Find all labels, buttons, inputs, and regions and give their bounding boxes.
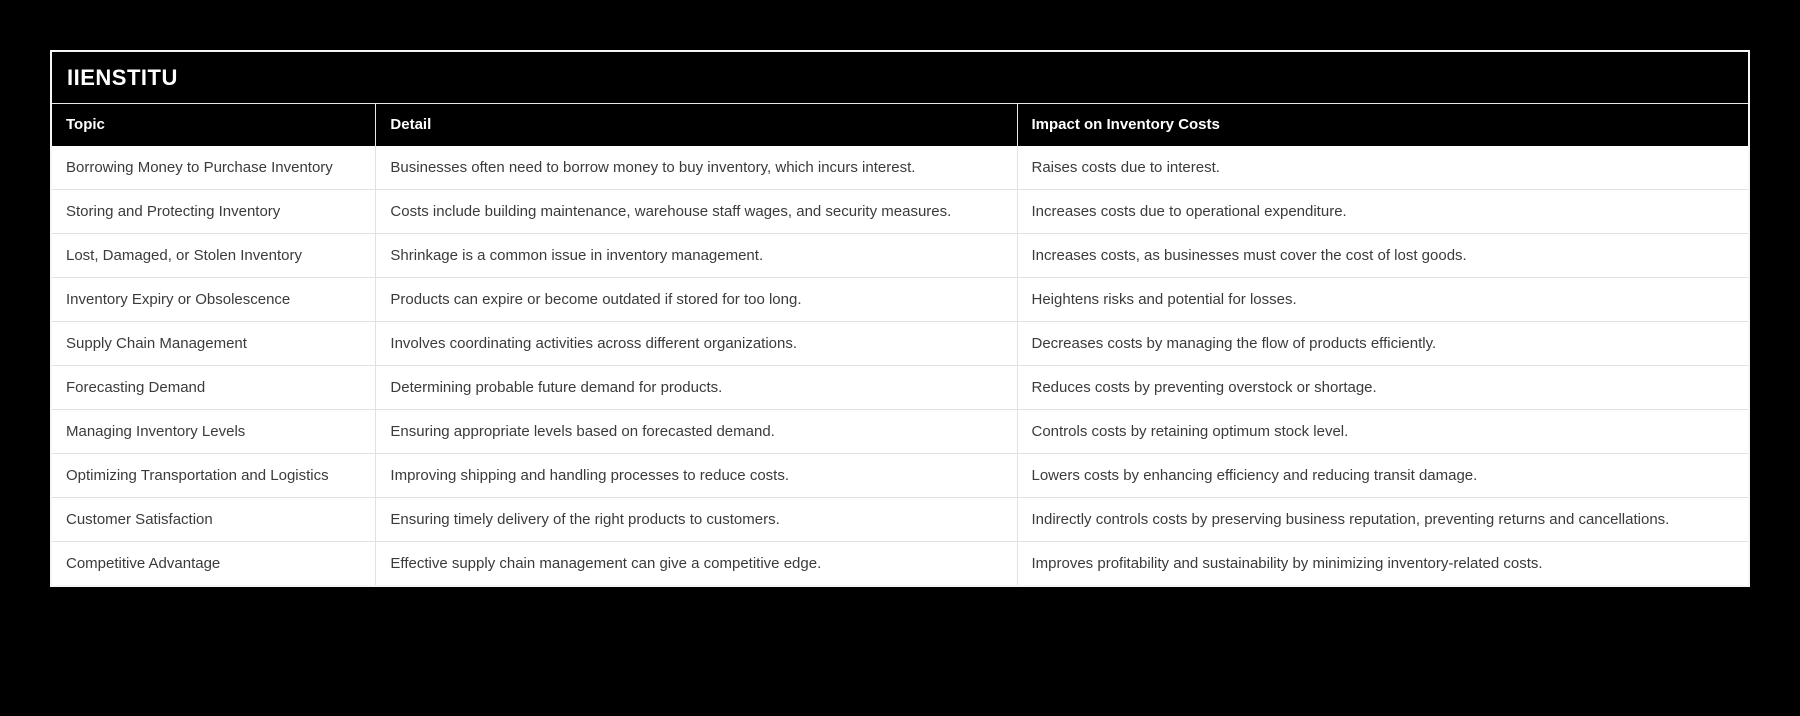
impact-cell: Decreases costs by managing the flow of products efficiently. <box>1017 322 1748 366</box>
impact-cell: Heightens risks and potential for losses. <box>1017 278 1748 322</box>
brand-title: IIENSTITU <box>67 65 178 90</box>
impact-cell: Reduces costs by preventing overstock or shortage. <box>1017 366 1748 410</box>
detail-cell: Effective supply chain management can give a competitive edge. <box>376 542 1017 586</box>
impact-cell: Increases costs due to operational expenditure. <box>1017 190 1748 234</box>
impact-cell: Raises costs due to interest. <box>1017 146 1748 190</box>
topic-cell: Supply Chain Management <box>52 322 376 366</box>
table-row <box>52 454 1748 498</box>
table-row <box>52 234 1748 278</box>
column-header-detail: Detail <box>376 104 1017 147</box>
detail-cell: Businesses often need to borrow money to buy inventory, which incurs interest. <box>376 146 1017 190</box>
table-body <box>52 146 1748 585</box>
detail-cell: Ensuring timely delivery of the right products to customers. <box>376 498 1017 542</box>
impact-cell: Lowers costs by enhancing efficiency and reducing transit damage. <box>1017 454 1748 498</box>
table-row <box>52 542 1748 586</box>
table-header <box>52 104 1748 147</box>
impact-cell: Increases costs, as businesses must cover the cost of lost goods. <box>1017 234 1748 278</box>
detail-cell: Products can expire or become outdated if stored for too long. <box>376 278 1017 322</box>
inventory-costs-table <box>52 103 1748 585</box>
topic-cell: Inventory Expiry or Obsolescence <box>52 278 376 322</box>
table-row <box>52 146 1748 190</box>
detail-cell: Costs include building maintenance, warehouse staff wages, and security measures. <box>376 190 1017 234</box>
topic-cell: Customer Satisfaction <box>52 498 376 542</box>
detail-cell: Ensuring appropriate levels based on forecasted demand. <box>376 410 1017 454</box>
impact-cell: Improves profitability and sustainability by minimizing inventory-related costs. <box>1017 542 1748 586</box>
topic-cell: Competitive Advantage <box>52 542 376 586</box>
detail-cell: Shrinkage is a common issue in inventory management. <box>376 234 1017 278</box>
header-row <box>52 104 1748 147</box>
table-row <box>52 410 1748 454</box>
detail-cell: Improving shipping and handling processes to reduce costs. <box>376 454 1017 498</box>
detail-cell: Involves coordinating activities across different organizations. <box>376 322 1017 366</box>
table-card <box>50 50 1750 587</box>
topic-cell: Storing and Protecting Inventory <box>52 190 376 234</box>
topic-cell: Forecasting Demand <box>52 366 376 410</box>
table-row <box>52 322 1748 366</box>
table-row <box>52 190 1748 234</box>
brand-bar <box>52 52 1748 103</box>
column-header-topic: Topic <box>52 104 376 147</box>
detail-cell: Determining probable future demand for products. <box>376 366 1017 410</box>
topic-cell: Managing Inventory Levels <box>52 410 376 454</box>
topic-cell: Borrowing Money to Purchase Inventory <box>52 146 376 190</box>
impact-cell: Indirectly controls costs by preserving business reputation, preventing returns and cancellations. <box>1017 498 1748 542</box>
column-header-impact: Impact on Inventory Costs <box>1017 104 1748 147</box>
topic-cell: Optimizing Transportation and Logistics <box>52 454 376 498</box>
impact-cell: Controls costs by retaining optimum stock level. <box>1017 410 1748 454</box>
table-row <box>52 366 1748 410</box>
table-row <box>52 498 1748 542</box>
topic-cell: Lost, Damaged, or Stolen Inventory <box>52 234 376 278</box>
table-row <box>52 278 1748 322</box>
